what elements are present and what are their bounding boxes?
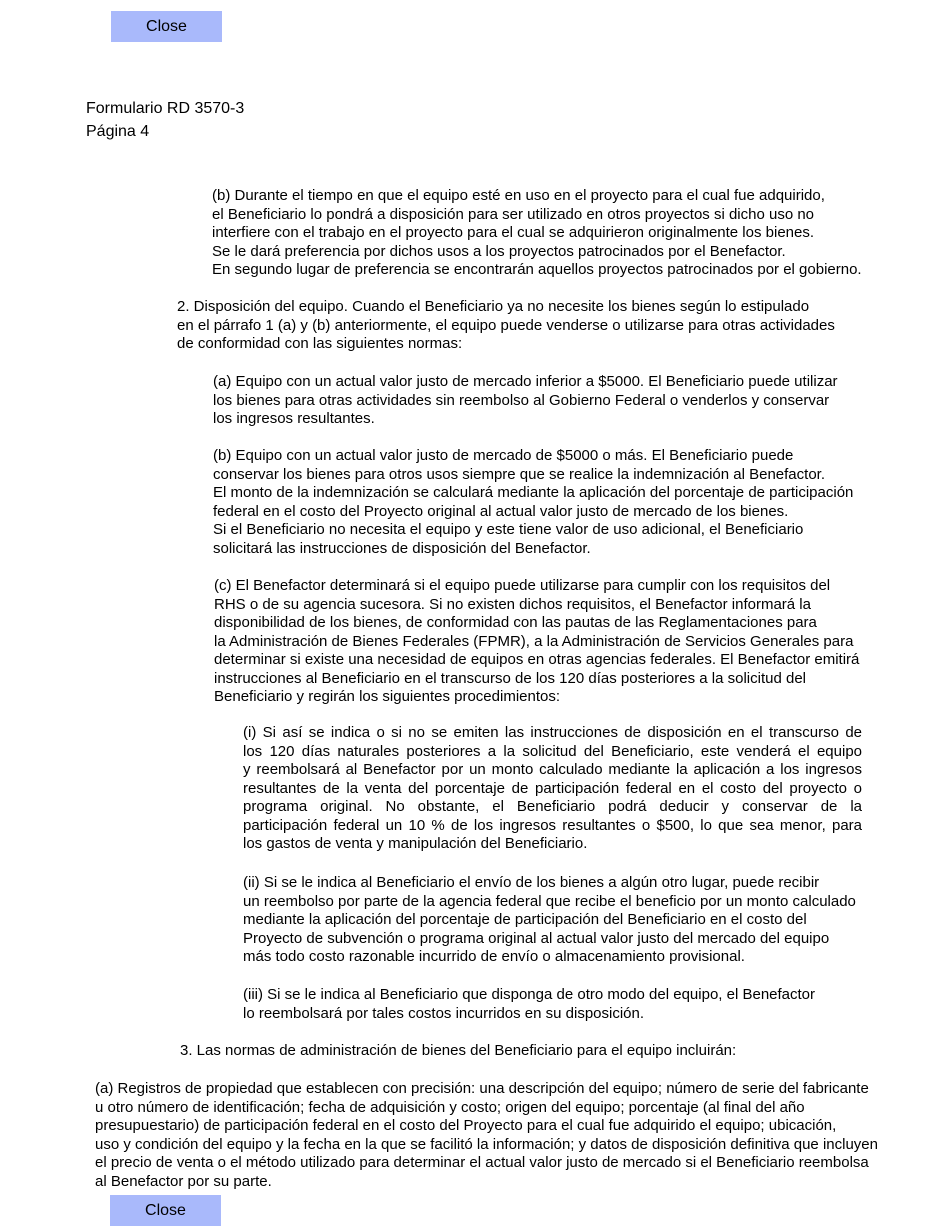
text-line: Beneficiario y regirán los siguientes procedimientos: — [214, 688, 561, 705]
text-line: (iii) Si se le indica al Beneficiario que disponga de otro modo del equipo, el Benefactor — [243, 986, 816, 1003]
text-line: Si el Beneficiario no necesita el equipo y este tiene valor de uso adicional, el Beneficiario — [213, 521, 804, 538]
text-line: federal en el costo del Proyecto original al actual valor justo de mercado de los bienes. — [213, 502, 789, 520]
text-line: Proyecto de subvención o programa original al actual valor justo del mercado del equipo — [243, 929, 830, 947]
text-line: conservar los bienes para otros usos siempre que se realice la indemnización al Benefactor. — [213, 465, 825, 483]
text-line: solicitará las instrucciones de disposición del Benefactor. — [213, 539, 591, 557]
paragraph-2a — [213, 373, 838, 429]
close-button-top[interactable]: Close — [111, 11, 222, 42]
page-number: Página 4 — [86, 123, 150, 140]
text-line: RHS o de su agencia sucesora. Si no existen dichos requisitos, el Benefactor informará la — [214, 595, 811, 613]
text-line: mediante la aplicación del porcentaje de participación del Beneficiario en el costo del — [243, 911, 807, 928]
text-line: u otro número de identificación; fecha de adquisición y costo; origen del equipo; porcentaje (al final del año — [95, 1098, 805, 1116]
text-line: el Beneficiario lo pondrá a disposición para ser utilizado en otros proyectos si dicho uso no — [212, 205, 815, 223]
text-line: presupuestario) de participación federal en el costo del Proyecto para el cual fue adquirido el equipo; ubicación, — [95, 1117, 837, 1134]
text-line: (ii) Si se le indica al Beneficiario el envío de los bienes a algún otro lugar, puede recibir — [243, 874, 820, 891]
text-line: Se le dará preferencia por dichos usos a los proyectos patrocinados por el Benefactor. — [212, 242, 786, 260]
text-line: disponibilidad de los bienes, de conformidad con las pautas de las Reglamentaciones para — [214, 614, 817, 631]
text-line: (b) Equipo con un actual valor justo de mercado de $5000 o más. El Beneficiario puede — [213, 447, 794, 464]
text-line: los ingresos resultantes. — [213, 410, 375, 427]
text-line: uso y condición del equipo y la fecha en la que se facilitó la información; y datos de disposición definitiva que incluyen — [95, 1135, 878, 1153]
text-line: determinar si existe una necesidad de equipos en otras agencias federales. El Benefactor emitirá — [214, 651, 860, 668]
text-line: El monto de la indemnización se calculará mediante la aplicación del porcentaje de participación — [213, 484, 854, 501]
text-line: programa original. No obstante, el Beneficiario podrá deducir y conservar de la — [243, 798, 862, 815]
text-line: (i) Si así se indica o si no se emiten las instrucciones de disposición en el transcurso de — [243, 724, 862, 741]
paragraph-2 — [177, 298, 835, 354]
text-line: al Benefactor por su parte. — [95, 1172, 272, 1190]
text-line: los gastos de venta y manipulación del Beneficiario. — [243, 835, 588, 852]
text-line: participación federal un 10 % de los ingresos resultantes o $500, lo que sea menor, para — [243, 816, 862, 834]
text-line: los 120 días naturales posteriores a la solicitud del Beneficiario, este venderá el equipo — [243, 742, 862, 760]
text-line: interfiere con el trabajo en el proyecto para el cual se adquirieron originalmente los bienes. — [212, 224, 815, 241]
text-line: un reembolso por parte de la agencia federal que recibe el beneficio por un monto calculado — [243, 892, 856, 910]
text-line: la Administración de Bienes Federales (FPMR), a la Administración de Servicios Generales para — [214, 632, 854, 650]
text-line: resultantes de la venta del porcentaje de participación federal en el costo del proyecto o — [243, 779, 862, 797]
paragraph-2c-ii — [243, 874, 856, 967]
paragraph-2b — [213, 447, 853, 558]
form-number: Formulario RD 3570-3 — [86, 100, 245, 117]
text-line: (a) Registros de propiedad que establecen con precisión: una descripción del equipo; número de serie del fabricante — [95, 1080, 869, 1097]
text-line: 2. Disposición del equipo. Cuando el Beneficiario ya no necesite los bienes según lo estipulado — [177, 298, 810, 315]
paragraph-3 — [180, 1042, 736, 1061]
text-line: y reembolsará al Benefactor por un monto calculado mediante la aplicación a los ingresos — [243, 761, 862, 778]
paragraph-2c-iii — [243, 986, 815, 1023]
text-line: (b) Durante el tiempo en que el equipo esté en uso en el proyecto para el cual fue adquirido, — [212, 187, 825, 204]
text-line: (c) El Benefactor determinará si el equipo puede utilizarse para cumplir con los requisitos del — [214, 577, 831, 594]
text-line: más todo costo razonable incurrido de envío o almacenamiento provisional. — [243, 948, 745, 965]
paragraph-2c — [214, 577, 859, 707]
text-line: en el párrafo 1 (a) y (b) anteriormente, el equipo puede venderse o utilizarse para otras actividades — [177, 316, 835, 334]
text-line: En segundo lugar de preferencia se encontrarán aquellos proyectos patrocinados por el gobierno. — [212, 261, 862, 278]
text-line: (a) Equipo con un actual valor justo de mercado inferior a $5000. El Beneficiario puede utilizar — [213, 373, 838, 390]
text-line: 3. Las normas de administración de bienes del Beneficiario para el equipo incluirán: — [180, 1042, 737, 1059]
paragraph-2c-i — [243, 724, 862, 854]
text-line: de conformidad con las siguientes normas: — [177, 335, 463, 352]
text-line: instrucciones al Beneficiario en el transcurso de los 120 días posteriores a la solicitud del — [214, 669, 806, 687]
paragraph-1b — [212, 187, 862, 280]
text-line: lo reembolsará por tales costos incurridos en su disposición. — [243, 1004, 645, 1022]
text-line: los bienes para otras actividades sin reembolso al Gobierno Federal o venderlos y conservar — [213, 391, 830, 409]
close-button-bottom[interactable]: Close — [110, 1195, 221, 1226]
text-line: el precio de venta o el método utilizado para determinar el actual valor justo de mercado si el Beneficiario reembolsa — [95, 1154, 869, 1171]
paragraph-3a — [95, 1080, 878, 1191]
